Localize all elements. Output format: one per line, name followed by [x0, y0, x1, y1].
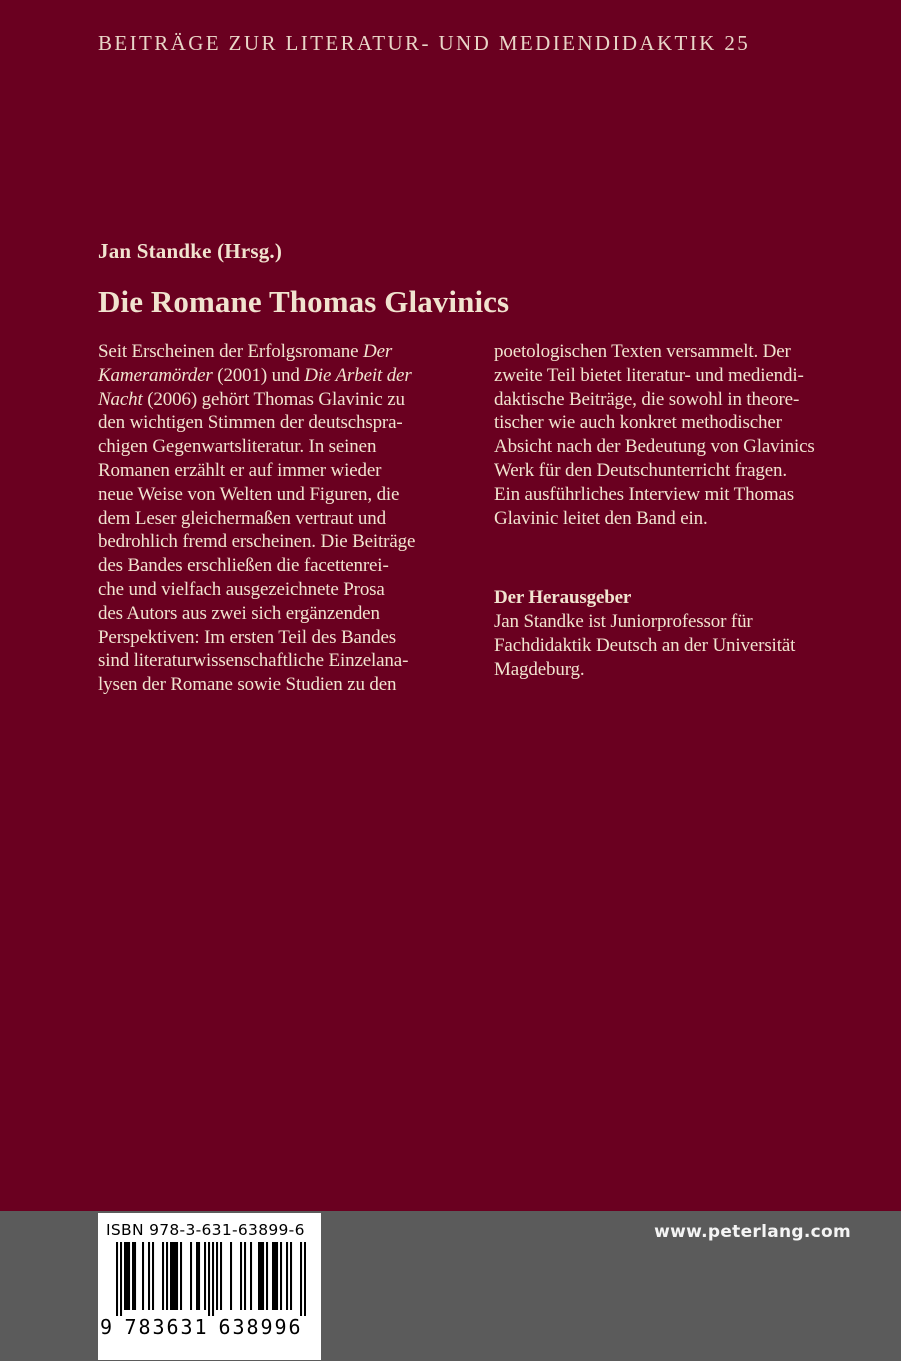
barcode-bar [220, 1242, 222, 1310]
blurb-line [98, 673, 470, 697]
blurb-left-column [98, 340, 470, 697]
about-editor-heading: Der Herausgeber [494, 587, 632, 609]
barcode-digit: 9 [260, 1315, 273, 1339]
barcode-bar [172, 1242, 174, 1310]
barcode-bar [176, 1242, 178, 1310]
isbn-text: ISBN 978-3-631-63899-6 [106, 1221, 305, 1239]
barcode-bar [262, 1242, 264, 1310]
barcode-bar [272, 1242, 274, 1310]
barcode-bar [230, 1242, 232, 1310]
barcode-bar [204, 1242, 206, 1310]
barcode-bar [304, 1242, 306, 1316]
barcode-digit: 3 [180, 1315, 193, 1339]
text-run: Romanen erzählt er auf immer wieder [98, 459, 382, 481]
blurb-line [98, 459, 470, 483]
barcode-bars [116, 1242, 306, 1316]
barcode-bar [244, 1242, 246, 1310]
text-run: des Autors aus zwei sich ergänzenden [98, 602, 380, 624]
barcode-digit: 9 [100, 1315, 113, 1339]
title-italic-run: Der [363, 341, 393, 362]
text-run: den wichtigen Stimmen der deutschspra- [98, 412, 403, 434]
barcode-bar [180, 1242, 182, 1310]
editor-name: Jan Standke (Hrsg.) [98, 239, 283, 263]
barcode-bar [124, 1242, 126, 1310]
barcode-bar [170, 1242, 172, 1310]
text-run: che und vielfach ausgezeichnete Prosa [98, 578, 385, 600]
about-editor-line: Magdeburg. [494, 658, 585, 680]
text-run: des Bandes erschließen die facettenrei- [98, 555, 389, 577]
blurb-line [98, 435, 470, 459]
barcode-digit: 7 [124, 1315, 137, 1339]
barcode-digit: 3 [232, 1315, 245, 1339]
barcode-bar [132, 1242, 134, 1310]
barcode-digit: 1 [194, 1315, 207, 1339]
blurb-line: Glavinic leitet den Band ein. [494, 507, 708, 529]
text-run: (2006) gehört Thomas Glavinic zu [142, 388, 405, 410]
barcode-bar [258, 1242, 260, 1310]
about-editor-line: Fachdidaktik Deutsch an der Universität [494, 634, 796, 656]
blurb-right-text [494, 340, 866, 530]
blurb-line: Absicht nach der Bedeutung von Glavinics [494, 436, 815, 458]
barcode-bar [196, 1242, 198, 1310]
text-run: lysen der Romane sowie Studien zu den [98, 674, 397, 696]
barcode-digit: 8 [138, 1315, 151, 1339]
text-run: sind literaturwissenschaftliche Einzelana- [98, 650, 409, 672]
barcode-bar [290, 1242, 292, 1310]
text-run: chigen Gegenwartsliteratur. In seinen [98, 436, 377, 458]
barcode-bar [166, 1242, 168, 1310]
text-run: neue Weise von Welten und Figuren, die [98, 483, 400, 505]
barcode-bar [260, 1242, 262, 1310]
barcode-bar [216, 1242, 218, 1310]
barcode-bar [134, 1242, 136, 1310]
blurb-line [98, 626, 470, 650]
blurb-line [98, 411, 470, 435]
barcode-digit: 3 [152, 1315, 165, 1339]
blurb-line: Werk für den Deutschunterricht fragen. [494, 459, 787, 481]
title-italic-run: Nacht [98, 388, 143, 410]
barcode-bar [198, 1242, 200, 1310]
text-run: bedrohlich fremd erscheinen. Die Beiträge [98, 531, 416, 553]
barcode-bar [274, 1242, 276, 1310]
barcode-bar [276, 1242, 278, 1310]
barcode-bar [148, 1242, 150, 1310]
barcode-bar [190, 1242, 192, 1310]
text-run: dem Leser gleichermaßen vertraut und [98, 507, 386, 529]
barcode-bar [300, 1242, 302, 1316]
blurb-right-column [494, 340, 866, 682]
blurb-line [98, 602, 470, 626]
title-italic-run: Kameramörder [98, 364, 213, 386]
barcode-bar [120, 1242, 122, 1316]
about-editor-text [494, 610, 866, 681]
text-run: Seit Erscheinen der Erfolgsromane [98, 341, 364, 362]
title-italic-run: Die Arbeit der [304, 364, 412, 386]
barcode-bar [152, 1242, 154, 1310]
barcode-digit: 6 [288, 1315, 301, 1339]
barcode-bar [116, 1242, 118, 1316]
blurb-line [98, 483, 470, 507]
blurb-line [98, 649, 470, 673]
blurb-line: poetologischen Texten versammelt. Der [494, 341, 791, 362]
book-title: Die Romane Thomas Glavinics [98, 284, 510, 319]
barcode-bar [174, 1242, 176, 1310]
blurb-line: Ein ausführliches Interview mit Thomas [494, 483, 794, 505]
blurb-line: zweite Teil bietet literatur- und mediendi- [494, 364, 804, 386]
barcode-label [98, 1213, 321, 1360]
barcode-digit: 6 [166, 1315, 179, 1339]
barcode-bar [142, 1242, 144, 1310]
barcode-digit: 8 [246, 1315, 259, 1339]
barcode-bar [266, 1242, 268, 1310]
blurb-line: daktische Beiträge, die sowohl in theore- [494, 388, 800, 410]
blurb-line [98, 554, 470, 578]
barcode-bar [240, 1242, 242, 1310]
barcode-digit: 6 [218, 1315, 231, 1339]
publisher-website[interactable]: www.peterlang.com [654, 1222, 851, 1242]
barcode-bar [162, 1242, 164, 1310]
blurb-line [98, 388, 470, 412]
barcode-bar [126, 1242, 128, 1310]
blurb-line [98, 364, 470, 388]
barcode-bar [250, 1242, 252, 1310]
about-editor-line: Jan Standke ist Juniorprofessor für [494, 611, 753, 633]
barcode-bar [280, 1242, 282, 1310]
blurb-line: tischer wie auch konkret methodischer [494, 412, 782, 434]
series-title: BEITRÄGE ZUR LITERATUR- UND MEDIENDIDAKTIK 25 [98, 31, 751, 55]
text-run: Perspektiven: Im ersten Teil des Bandes [98, 626, 396, 648]
barcode-bar [286, 1242, 288, 1310]
barcode-digit: 9 [274, 1315, 287, 1339]
text-run: (2001) und [212, 364, 305, 386]
blurb-line [98, 507, 470, 531]
barcode-bar [212, 1242, 214, 1316]
blurb-line [98, 578, 470, 602]
barcode-bar [208, 1242, 210, 1316]
barcode-bar [128, 1242, 130, 1310]
blurb-line [98, 340, 470, 364]
blurb-line [98, 530, 470, 554]
